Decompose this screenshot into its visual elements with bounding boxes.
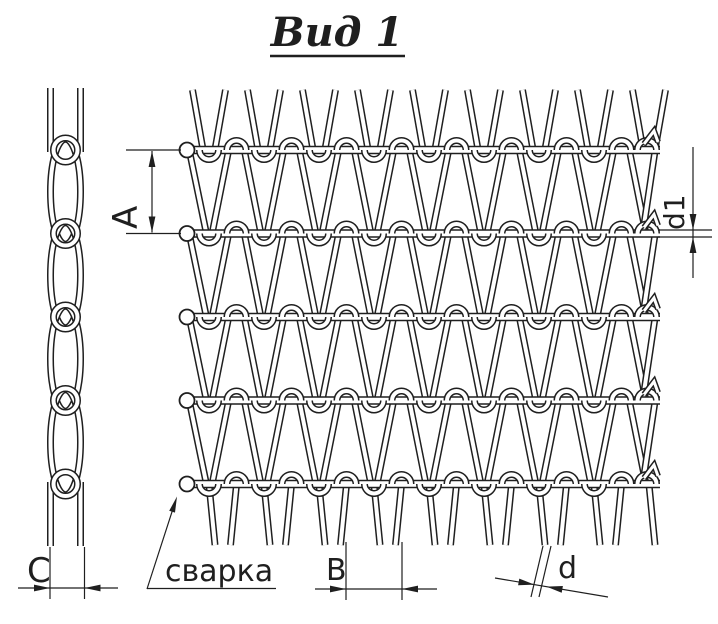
arrow-right-icon [518, 579, 534, 586]
page-title: Вид 1 [270, 9, 404, 56]
label-c: C [27, 551, 51, 591]
weld-ball [180, 310, 195, 325]
dimension-b [315, 542, 437, 600]
dimension-d [495, 546, 608, 597]
arrow-left-icon [547, 586, 563, 593]
label-d1: d1 [658, 194, 691, 230]
weld-ball [180, 226, 195, 241]
mesh-cross-rods [192, 150, 660, 484]
chain-side-view [51, 88, 81, 546]
weld-ball [180, 477, 195, 492]
arrow-up-icon [169, 497, 177, 513]
dimension-a [106, 150, 181, 234]
drawing-title [270, 9, 405, 56]
weld-label: сварка [165, 554, 274, 589]
mesh-weld-balls [180, 143, 195, 492]
label-b: B [326, 553, 347, 588]
dimension-c [18, 547, 118, 599]
arrow-down-icon [149, 217, 156, 233]
weld-ball [180, 393, 195, 408]
arrow-up-icon [690, 237, 697, 253]
arrow-left-icon [402, 586, 418, 593]
mesh-front-view [180, 90, 666, 545]
weld-ball [180, 143, 195, 158]
arrow-up-icon [149, 151, 156, 167]
label-d: d [558, 551, 578, 586]
dimension-d1 [658, 147, 712, 278]
arrow-left-icon [85, 585, 101, 592]
label-a: A [106, 205, 146, 229]
